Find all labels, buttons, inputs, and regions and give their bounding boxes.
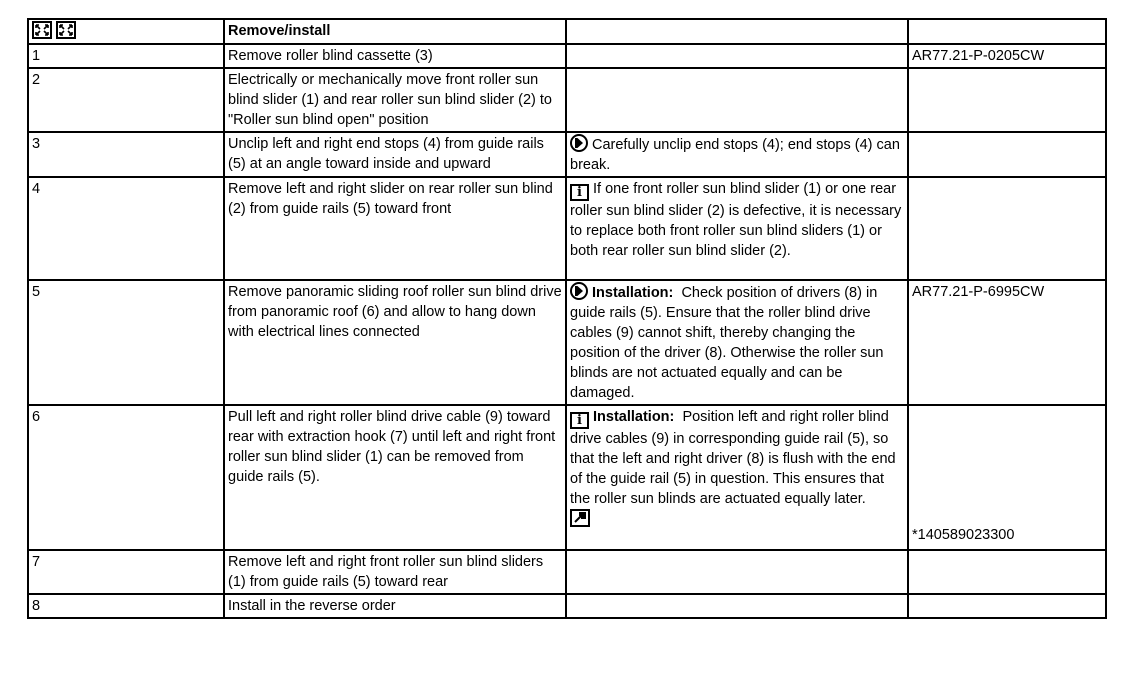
table-row [28, 177, 1106, 280]
header-ref-cell [908, 19, 1106, 44]
table-row [28, 594, 1106, 618]
step-action: Unclip left and right end stops (4) from guide rails (5) at an angle toward inside and upward [224, 132, 566, 177]
step-action: Remove left and right front roller sun blind sliders (1) from guide rails (5) toward rear [224, 550, 566, 594]
step-number: 5 [28, 280, 224, 405]
step-note [566, 177, 908, 280]
step-number: 7 [28, 550, 224, 594]
step-number: 1 [28, 44, 224, 68]
step-note [566, 68, 908, 132]
note-text: Check position of drivers (8) in guide rails (5). Ensure that the roller blind drive cables (9) cannot shift, thereby changing the position of the driver (8). Otherwise the roller sun blinds are not actuated equally and can be damaged. [570, 285, 884, 401]
info-icon: i [570, 412, 589, 429]
expand-icon [32, 21, 52, 39]
procedure-table [27, 18, 1107, 619]
table-header-row [28, 19, 1106, 44]
table-row [28, 44, 1106, 68]
note-label: Installation: [592, 285, 674, 301]
header-notes-cell [566, 19, 908, 44]
step-number: 2 [28, 68, 224, 132]
step-action: Remove panoramic sliding roof roller sun blind drive from panoramic roof (6) and allow to hang down with electrical lines connected [224, 280, 566, 405]
step-reference [908, 177, 1106, 280]
note-label: Installation: [593, 409, 675, 425]
step-reference [908, 132, 1106, 177]
step-action: Electrically or mechanically move front roller sun blind slider (1) and rear roller sun blind slider (2) to "Roller sun blind open" position [224, 68, 566, 132]
caution-icon [570, 134, 588, 152]
step-number: 4 [28, 177, 224, 280]
note-text: Position left and right roller blind drive cables (9) in corresponding guide rail (5), so that the left and right driver (8) is flush with the end of the guide rail (5) in question. This ensures that the roller sun blinds are actuated equally later. [570, 409, 896, 507]
step-note [566, 132, 908, 177]
table-row [28, 405, 1106, 550]
note-text: If one front roller sun blind slider (1) or one rear roller sun blind slider (2) is defective, it is necessary to replace both front roller sun blind sliders (1) or both rear roller sun blind slider (2). [570, 181, 902, 259]
special-tool-icon[interactable] [570, 509, 590, 527]
step-reference[interactable]: AR77.21-P-6995CW [908, 280, 1106, 405]
step-note [566, 44, 908, 68]
step-note [566, 280, 908, 405]
info-icon: i [570, 184, 589, 201]
step-reference [908, 550, 1106, 594]
step-note [566, 405, 908, 550]
step-reference [908, 68, 1106, 132]
step-number: 8 [28, 594, 224, 618]
caution-icon [570, 282, 588, 300]
table-row [28, 280, 1106, 405]
tool-part-number[interactable]: *140589023300 [912, 527, 1015, 543]
step-action: Remove roller blind cassette (3) [224, 44, 566, 68]
step-action: Install in the reverse order [224, 594, 566, 618]
step-action: Remove left and right slider on rear roller sun blind (2) from guide rails (5) toward front [224, 177, 566, 280]
step-number: 6 [28, 405, 224, 550]
step-number: 3 [28, 132, 224, 177]
step-note [566, 594, 908, 618]
step-reference [908, 594, 1106, 618]
expand-icon [56, 21, 76, 39]
table-row [28, 132, 1106, 177]
step-action: Pull left and right roller blind drive cable (9) toward rear with extraction hook (7) until left and right front roller sun blind slider (1) can be removed from guide rails (5). [224, 405, 566, 550]
header-title: Remove/install [224, 19, 566, 44]
header-icons-cell [28, 19, 224, 44]
note-text: Carefully unclip end stops (4); end stops (4) can break. [570, 137, 900, 173]
table-row [28, 550, 1106, 594]
step-reference[interactable]: AR77.21-P-0205CW [908, 44, 1106, 68]
step-note [566, 550, 908, 594]
table-row [28, 68, 1106, 132]
step-reference [908, 405, 1106, 550]
